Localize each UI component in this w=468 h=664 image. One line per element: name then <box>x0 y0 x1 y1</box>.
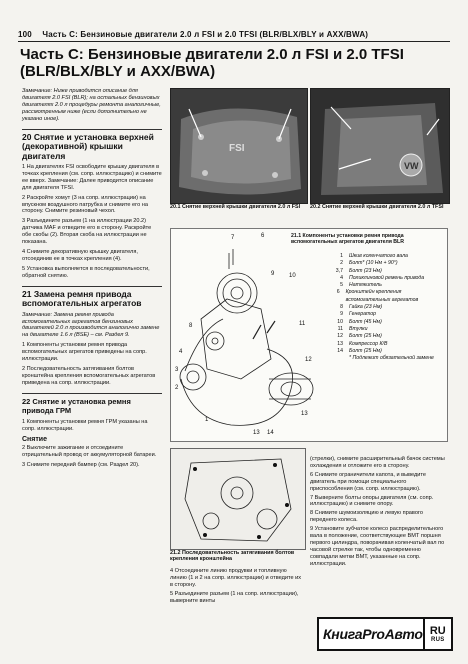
svg-text:6: 6 <box>261 233 265 239</box>
paragraph: 2 Выключите зажигание и отсоедините отрицательный провод от аккумуляторной батареи. <box>22 445 157 459</box>
svg-text:VW: VW <box>404 161 419 171</box>
legend-row: 13 Компрессор К/В <box>337 340 388 347</box>
svg-text:14: 14 <box>267 430 274 436</box>
legend-row: 3,7 Болт (23 Нм) <box>335 267 382 274</box>
svg-text:3: 3 <box>175 367 179 373</box>
legend-row: 14 Болт (25 Нм) <box>337 347 382 354</box>
logo-brand: КнигаProАвто <box>323 626 423 642</box>
caption-20-2: 20.2 Снятие верхней крышки двигателя 2.0 л TFSI <box>310 204 444 210</box>
svg-text:1: 1 <box>205 417 209 423</box>
paragraph: (стрелки), снимите расширительный бачок системы охлаждения и отложите его в сторону. <box>310 456 445 469</box>
paragraph: 5 Разъедините разъем (1 на сопр. иллюстрации), выверните винты <box>170 590 299 604</box>
paragraph: 8 Снимите шумоизоляцию и левую правого переднего колеса. <box>310 510 423 524</box>
running-title: Часть С: Бензиновые двигатели 2.0 л FSI и 2.0 TFSI (BLR/BLX/BLY и AXX/BWA) <box>42 30 369 39</box>
paragraph: 1 Компоненты установки ремня привода вспомогательных агрегатов приведены на сопр. иллюстрации. <box>22 342 147 363</box>
running-header <box>18 30 368 39</box>
chapter-title: Часть С: Бензиновые двигатели 2.0 л FSI и 2.0 TFSI (BLR/BLX/BLY и AXX/BWA) <box>20 46 404 80</box>
caption-21-2: 21.2 Последовательность затягивания болтов крепления кронштейна <box>170 550 295 563</box>
legend-row: 2 Болт* (10 Нм + 90°) <box>340 260 398 267</box>
note-paragraph: Замечание: Замена ремня привода вспомогательных агрегатов бензиновых двигателей 2.0 л производится аналогично замене на двигателе 1.6 л (BSE) – см. Раздел 9. <box>22 311 160 339</box>
text-column-left <box>22 88 162 472</box>
svg-text:12: 12 <box>305 357 312 363</box>
section-heading-22: 22 Снятие и установка ремня привода ГРМ <box>22 393 162 416</box>
section-heading-20: 20 Снятие и установка верхней (декоративной) крышки двигателя <box>22 129 162 162</box>
logo-ru-badge: RU RUS <box>423 619 451 649</box>
engine-photo-tfsi <box>310 88 450 204</box>
paragraph: 5 Установка выполняется в последовательности, обратной снятию. <box>22 265 150 279</box>
legend-row: 9 Генератор <box>340 311 377 318</box>
paragraph: 1 На двигателях FSI освободите крышку двигателя в точках крепления (см. сопр. иллюстрацию) и снимите ее вверх. Замечание: Далее приводится описание для двигателя TFSI. <box>22 164 162 191</box>
header-rule <box>18 41 450 42</box>
svg-text:13: 13 <box>301 411 308 417</box>
text-column-middle <box>170 568 304 607</box>
subheading: Снятие <box>22 435 47 443</box>
engine-photo-fsi <box>170 88 308 204</box>
figure-legend <box>329 253 444 362</box>
paragraph: 2 Последовательность затягивания болтов кронштейна крепления вспомогательных агрегатов приведена на сопр. иллюстрации. <box>22 365 156 386</box>
legend-row: 8 Гайка (23 Нм) <box>340 304 383 311</box>
svg-text:10: 10 <box>289 273 296 279</box>
text-column-right <box>310 456 448 570</box>
caption-20-1: 20.1 Снятие верхней крышки двигателя 2.0 л FSI <box>170 204 301 210</box>
publisher-logo <box>317 617 453 651</box>
svg-text:13: 13 <box>253 430 260 436</box>
legend-row: * Подлежит обязательной замене <box>349 355 434 362</box>
legend-row: 11 Втулки <box>337 325 368 332</box>
paragraph: 9 Установите зубчатое колесо распределительного вала в положение, соответствующее ВМТ поршня первого цилиндра, поворачивая коленчатый вал по часовой стрелке так, чтобы одновременно совпадали метки ВМТ, указанные на сопр. иллюстрации. <box>310 526 445 567</box>
bracket-diagram <box>170 448 306 550</box>
legend-row: 4 Поликлиновой ремень привода <box>340 274 425 281</box>
belt-drive-diagram <box>170 228 448 442</box>
paragraph: 7 Выверните болты опоры двигателя (см. сопр. иллюстрацию) и снимите опору. <box>310 494 434 508</box>
paragraph: 2 Раскройте хомут (3 на сопр. иллюстрации) на впускном воздушного патрубка и снимите его на сторону. Снимите резиновый чехол. <box>22 194 148 215</box>
legend-row: 5 Натяжитель <box>340 282 382 289</box>
svg-text:4: 4 <box>179 349 183 355</box>
paragraph: 1 Компоненты установки ремня ГРМ указаны на сопр. иллюстрации. <box>22 418 148 432</box>
svg-text:2: 2 <box>175 385 179 391</box>
section-heading-21: 21 Замена ремня привода вспомогательных агрегатов <box>22 286 162 309</box>
paragraph: 4 Снимите декоративную крышку двигателя, отсоединив ее в точках крепления (4). <box>22 249 138 262</box>
legend-row: 1 Шкив коленчатого вала <box>340 253 408 259</box>
paragraph: 3 Снимите передний бампер (см. Раздел 20). <box>22 462 140 469</box>
page-number: 100 <box>18 30 32 39</box>
svg-text:7: 7 <box>231 235 235 241</box>
legend-row: 10 Болт (45 Нм) <box>337 318 382 325</box>
svg-text:11: 11 <box>299 321 306 327</box>
svg-text:9: 9 <box>271 271 275 277</box>
paragraph: 3 Разъедините разъем (1 на иллюстрации 20.2) датчика MAF и отведите его в сторону. Раскройте обе скобы (2). Вторая скоба на иллюстрации не показана. <box>22 218 152 246</box>
figure-title: 21.1 Компоненты установки ремня привода вспомогательных агрегатов двигателя BLR <box>291 233 404 246</box>
paragraph: 6 Снимите ограничители капота, и выведите двигатель при помощи специального приспособления (см. сопр. иллюстрацию). <box>310 471 427 492</box>
note-paragraph: Замечание: Ниже приводится описание для двигателя 2.0 FSI (BLR); на остальных бензиновых двигателях 2.0 л процедуры ремонта аналогичные, рассмотренным ниже (если дополнительно не указано иное). <box>22 88 161 122</box>
legend-row: 12 Болт (25 Нм) <box>337 333 382 340</box>
legend-row: 6 Кронштейн крепления вспомогательных агрегатов <box>336 289 419 303</box>
svg-text:FSI: FSI <box>229 143 245 154</box>
svg-text:8: 8 <box>189 323 193 329</box>
paragraph: 4 Отсоедините линию продувки и топливную линию (1 и 2 на сопр. иллюстрации) и отведите их в сторону. <box>170 568 302 588</box>
